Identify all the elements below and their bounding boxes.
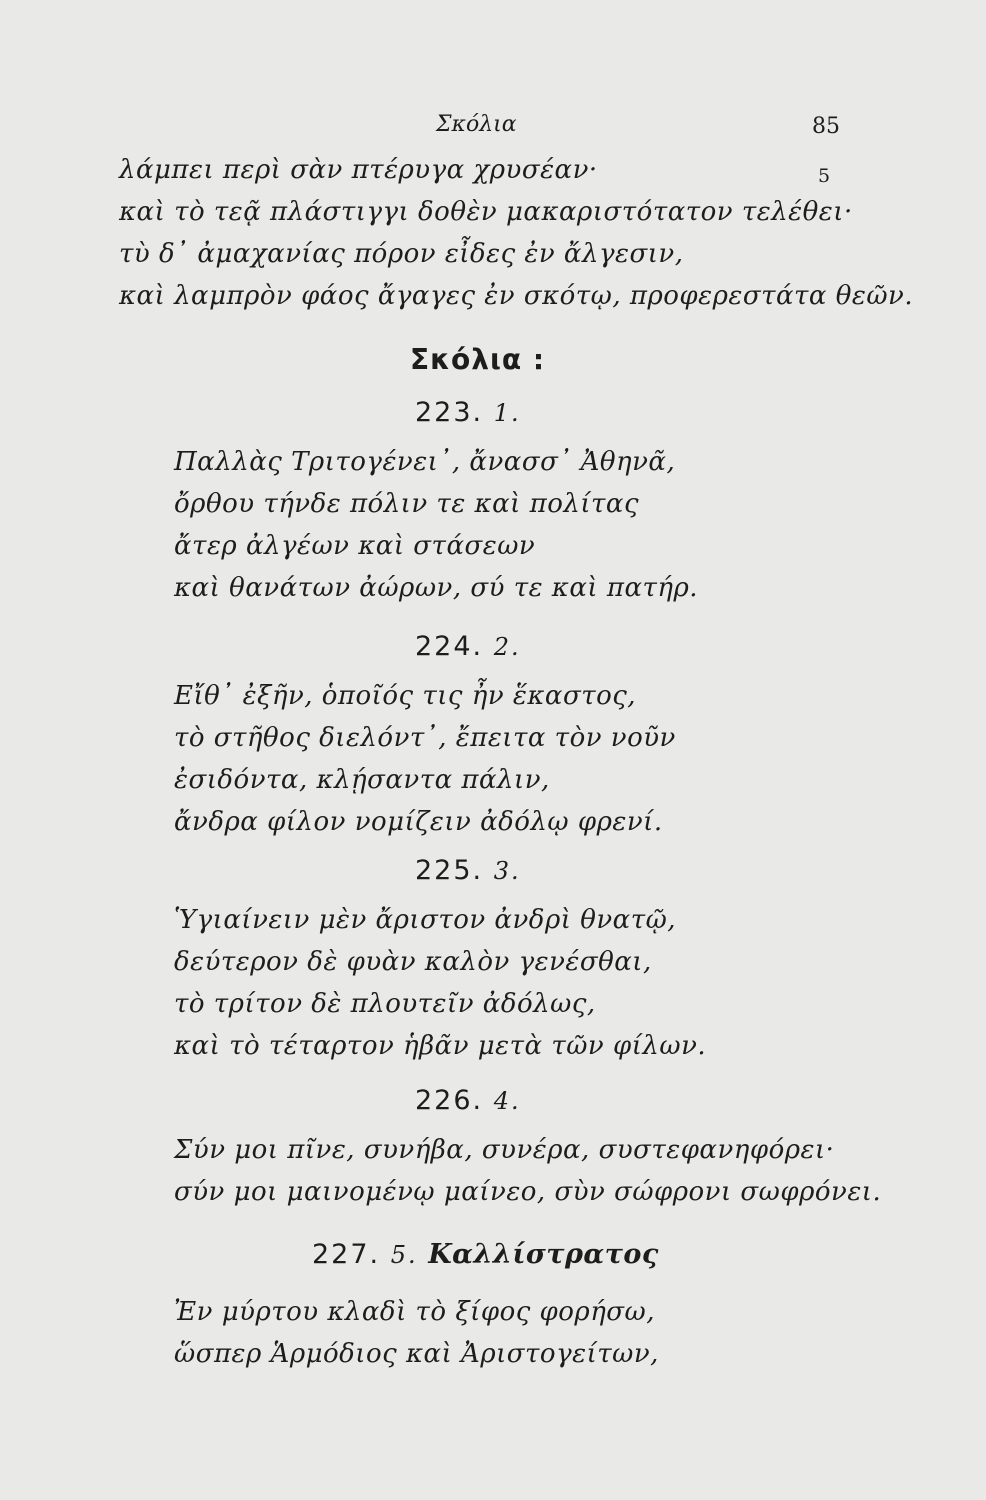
- poem-author: Καλλίστρατος: [428, 1239, 659, 1270]
- verse-line: ἐσιδόντα, κλῄσαντα πάλιν,: [174, 765, 550, 795]
- verse-line: ὄρθου τήνδε πόλιν τε καὶ πολίτας: [174, 489, 640, 519]
- verse-line: Ἐν μύρτου κλαδὶ τὸ ξίφος φορήσω,: [174, 1297, 655, 1327]
- poem-heading: [415, 855, 521, 886]
- poem-subnumber: 4.: [493, 1087, 521, 1115]
- verse-line: καὶ λαμπρὸν φάος ἄγαγες ἐν σκότῳ, προφερεστάτα θεῶν.: [119, 281, 914, 311]
- poem-heading: [312, 1239, 659, 1270]
- verse-line: καὶ τὸ τέταρτον ἡβᾶν μετὰ τῶν φίλων.: [174, 1031, 707, 1061]
- poem-heading: [415, 1085, 521, 1116]
- verse-line: σύν μοι μαινομένῳ μαίνεο, σὺν σώφρονι σωφρόνει.: [174, 1177, 882, 1207]
- verse-line: λάμπει περὶ σὰν πτέρυγα χρυσέαν·: [119, 155, 598, 185]
- poem-subnumber: 1.: [493, 399, 521, 427]
- poem-number: 227.: [312, 1239, 381, 1270]
- page-number: 85: [812, 114, 840, 139]
- poem-heading: [415, 397, 521, 428]
- verse-line: ὥσπερ Ἁρμόδιος καὶ Ἀριστογείτων,: [174, 1339, 659, 1369]
- verse-line-number: 5: [818, 165, 831, 187]
- verse-line: ἄτερ ἀλγέων καὶ στάσεων: [174, 531, 536, 561]
- section-title: Σκόλια :: [410, 343, 546, 376]
- poem-number: 223.: [415, 397, 484, 428]
- verse-line: τὸ τρίτον δὲ πλουτεῖν ἀδόλως,: [174, 989, 596, 1019]
- verse-line: Εἴθ᾽ ἐξῆν, ὁποῖός τις ἦν ἕκαστος,: [174, 681, 637, 711]
- poem-subnumber: 3.: [493, 857, 521, 885]
- poem-subnumber: 2.: [493, 633, 521, 661]
- running-head: Σκόλια: [436, 112, 517, 137]
- verse-line: δεύτερον δὲ φυὰν καλὸν γενέσθαι,: [174, 947, 652, 977]
- verse-line: Ὑγιαίνειν μὲν ἄριστον ἀνδρὶ θνατῷ,: [174, 905, 677, 935]
- poem-subnumber: 5.: [390, 1241, 418, 1269]
- verse-line: τὸ στῆθος διελόντ᾽, ἔπειτα τὸν νοῦν: [174, 723, 676, 753]
- poem-number: 226.: [415, 1085, 484, 1116]
- verse-line: ἄνδρα φίλον νομίζειν ἀδόλῳ φρενί.: [174, 807, 663, 837]
- verse-line: καὶ θανάτων ἀώρων, σύ τε καὶ πατήρ.: [174, 573, 699, 603]
- verse-line: καὶ τὸ τεᾷ πλάστιγγι δοθὲν μακαριστότατον τελέθει·: [119, 197, 853, 227]
- poem-number: 224.: [415, 631, 484, 662]
- poem-number: 225.: [415, 855, 484, 886]
- verse-line: Παλλὰς Τριτογένει᾽, ἄνασσ᾽ Ἀθηνᾶ,: [174, 447, 676, 477]
- poem-heading: [415, 631, 521, 662]
- verse-line: τὺ δ᾽ ἀμαχανίας πόρον εἶδες ἐν ἄλγεσιν,: [119, 239, 684, 269]
- verse-line: Σύν μοι πῖνε, συνήβα, συνέρα, συστεφανηφόρει·: [174, 1135, 835, 1165]
